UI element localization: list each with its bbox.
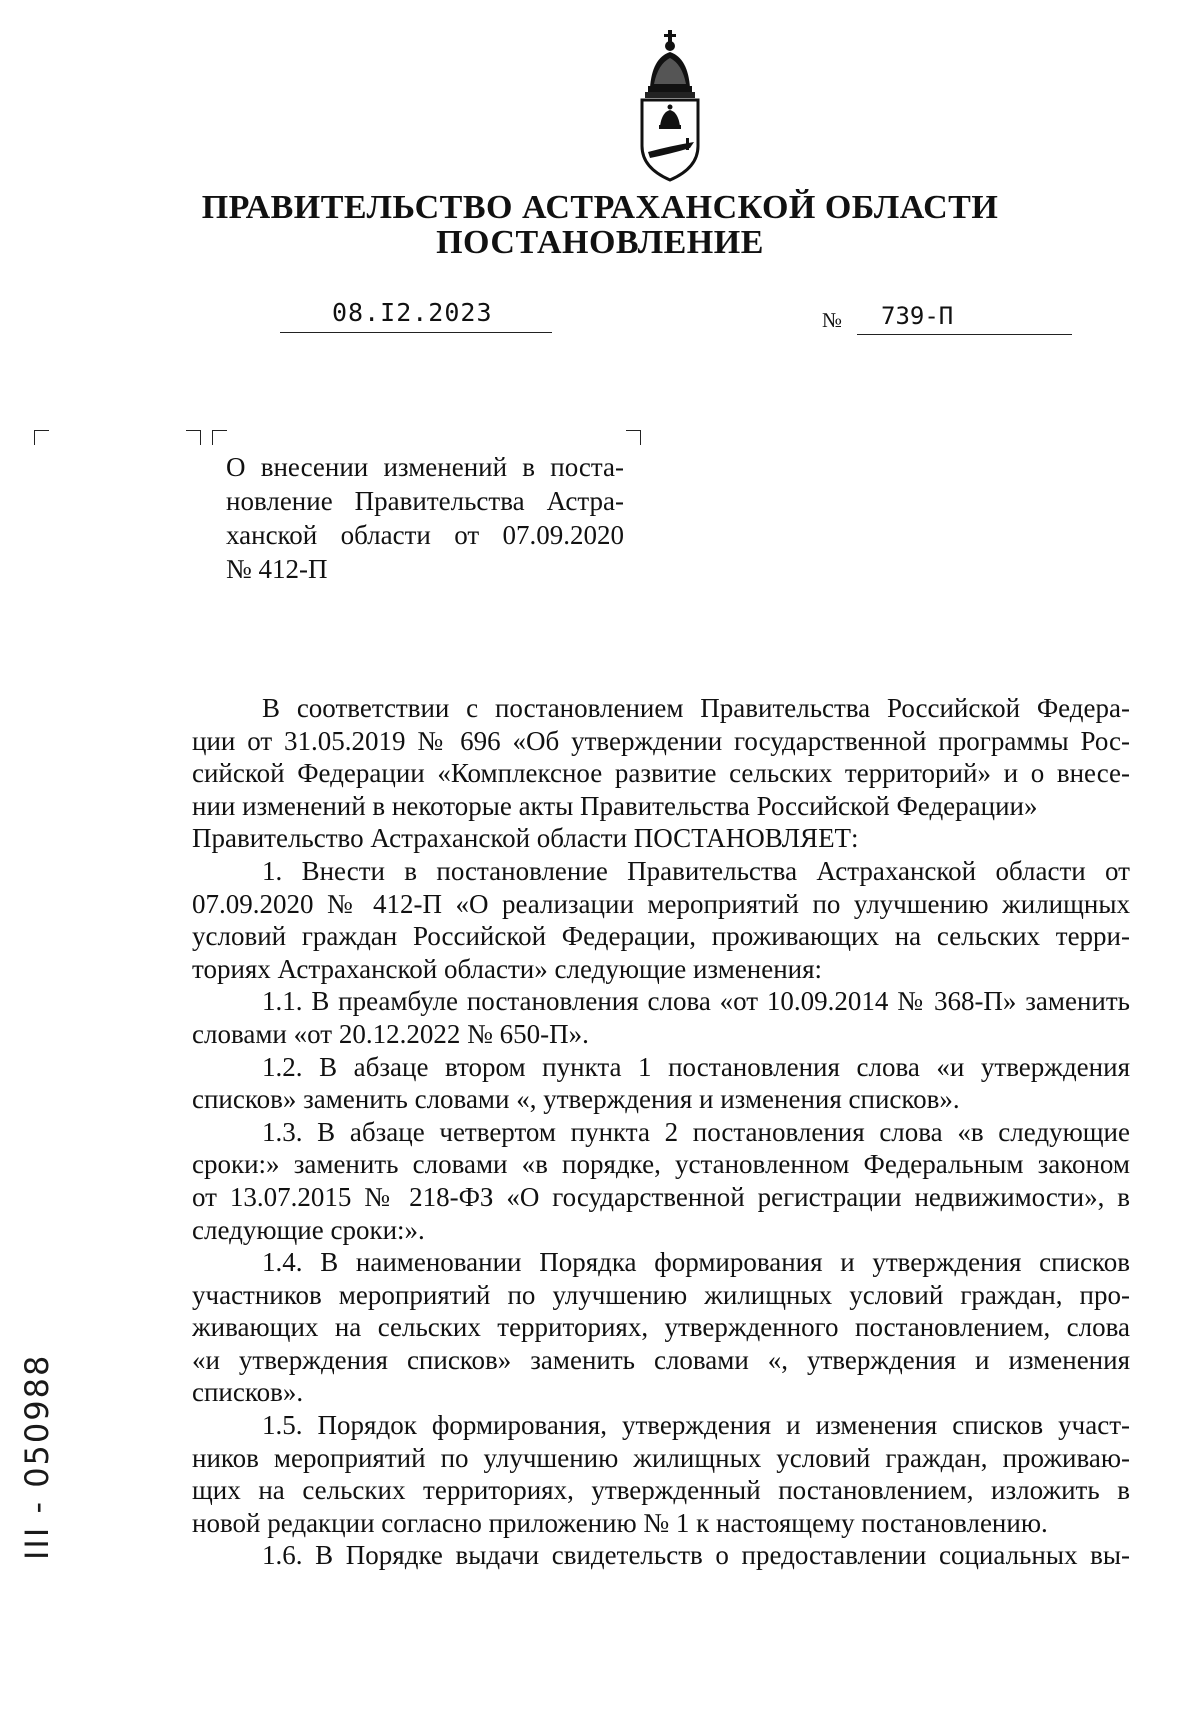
subject-line: новление Правительства Астра- bbox=[226, 486, 624, 516]
body-line: списков». bbox=[192, 1377, 304, 1408]
body-line: сроки:» заменить словами «в порядке, установленном Федеральным законом bbox=[192, 1149, 1130, 1180]
body-line: 1.6. В Порядке выдачи свидетельств о предоставлении социальных вы- bbox=[262, 1540, 1130, 1571]
subject-line: № 412-П bbox=[226, 554, 328, 584]
body-line: от 13.07.2015 № 218-ФЗ «О государственной регистрации недвижимости», в bbox=[192, 1181, 1130, 1212]
government-title: ПРАВИТЕЛЬСТВО АСТРАХАНСКОЙ ОБЛАСТИ bbox=[201, 189, 999, 226]
corner-mark-subject-left bbox=[212, 430, 227, 445]
body-line: сийской Федерации «Комплексное развитие сельских территорий» и о внесе- bbox=[192, 758, 1130, 789]
body-line: 1. Внести в постановление Правительства Астраханской области от bbox=[262, 855, 1130, 886]
document-subject bbox=[226, 450, 624, 586]
document-type-title: ПОСТАНОВЛЕНИЕ bbox=[436, 224, 764, 261]
corner-mark-subject-right bbox=[626, 430, 641, 445]
body-line: «и утверждения списков» заменить словами «, утверждения и изменения bbox=[192, 1344, 1130, 1375]
serial-number: ІІІ - 050988 bbox=[18, 1353, 56, 1560]
body-line: новой редакции согласно приложению № 1 к настоящему постановлению. bbox=[192, 1507, 1048, 1538]
body-line: нии изменений в некоторые акты Правительства Российской Федерации» bbox=[192, 790, 1038, 821]
body-line: Правительство Астраханской области ПОСТАНОВЛЯЕТ: bbox=[192, 823, 859, 854]
body-line: 1.3. В абзаце четвертом пункта 2 постановления слова «в следующие bbox=[262, 1116, 1130, 1147]
body-line: участников мероприятий по улучшению жилищных условий граждан, про- bbox=[192, 1279, 1130, 1310]
corner-mark-subject-left-outer bbox=[186, 430, 201, 445]
body-line: 07.09.2020 № 412-П «О реализации мероприятий по улучшению жилищных bbox=[192, 888, 1130, 919]
body-line: В соответствии с постановлением Правительства Российской Федера- bbox=[262, 693, 1130, 723]
body-line: ториях Астраханской области» следующие изменения: bbox=[192, 953, 823, 984]
body-line: 1.1. В преамбуле постановления слова «от 10.09.2014 № 368-П» заменить bbox=[262, 986, 1130, 1017]
body-line: живающих на сельских территориях, утвержденного постановлением, слова bbox=[192, 1312, 1130, 1343]
subject-line: ханской области от 07.09.2020 bbox=[226, 520, 624, 550]
body-line: 1.5. Порядок формирования, утверждения и изменения списков участ- bbox=[262, 1410, 1130, 1441]
body-line: следующие сроки:». bbox=[192, 1214, 425, 1245]
body-line: 1.4. В наименовании Порядка формирования и утверждения списков bbox=[262, 1247, 1130, 1278]
body-line: словами «от 20.12.2022 № 650-П». bbox=[192, 1018, 589, 1049]
body-line: щих на сельских территориях, утвержденный постановлением, изложить в bbox=[192, 1475, 1130, 1506]
body-line: ции от 31.05.2019 № 696 «Об утверждении государственной программы Рос- bbox=[192, 725, 1130, 756]
body-line: условий граждан Российской Федерации, проживающих на сельских терри- bbox=[192, 921, 1130, 952]
body-line: списков» заменить словами «, утверждения и изменения списков». bbox=[192, 1084, 960, 1115]
corner-mark-left bbox=[34, 430, 49, 445]
document-number: 739-П bbox=[881, 302, 954, 330]
subject-line: О внесении изменений в поста- bbox=[226, 452, 624, 482]
date-field bbox=[280, 298, 552, 333]
body-line: 1.2. В абзаце втором пункта 1 постановления слова «и утверждения bbox=[262, 1051, 1130, 1082]
document-body bbox=[192, 692, 1130, 1572]
number-sign: № bbox=[822, 308, 843, 332]
number-field bbox=[857, 300, 1072, 335]
coat-of-arms-icon bbox=[630, 28, 710, 188]
document-date: 08.I2.2023 bbox=[332, 298, 493, 327]
body-line: ников мероприятий по улучшению жилищных условий граждан, проживаю- bbox=[192, 1442, 1130, 1473]
